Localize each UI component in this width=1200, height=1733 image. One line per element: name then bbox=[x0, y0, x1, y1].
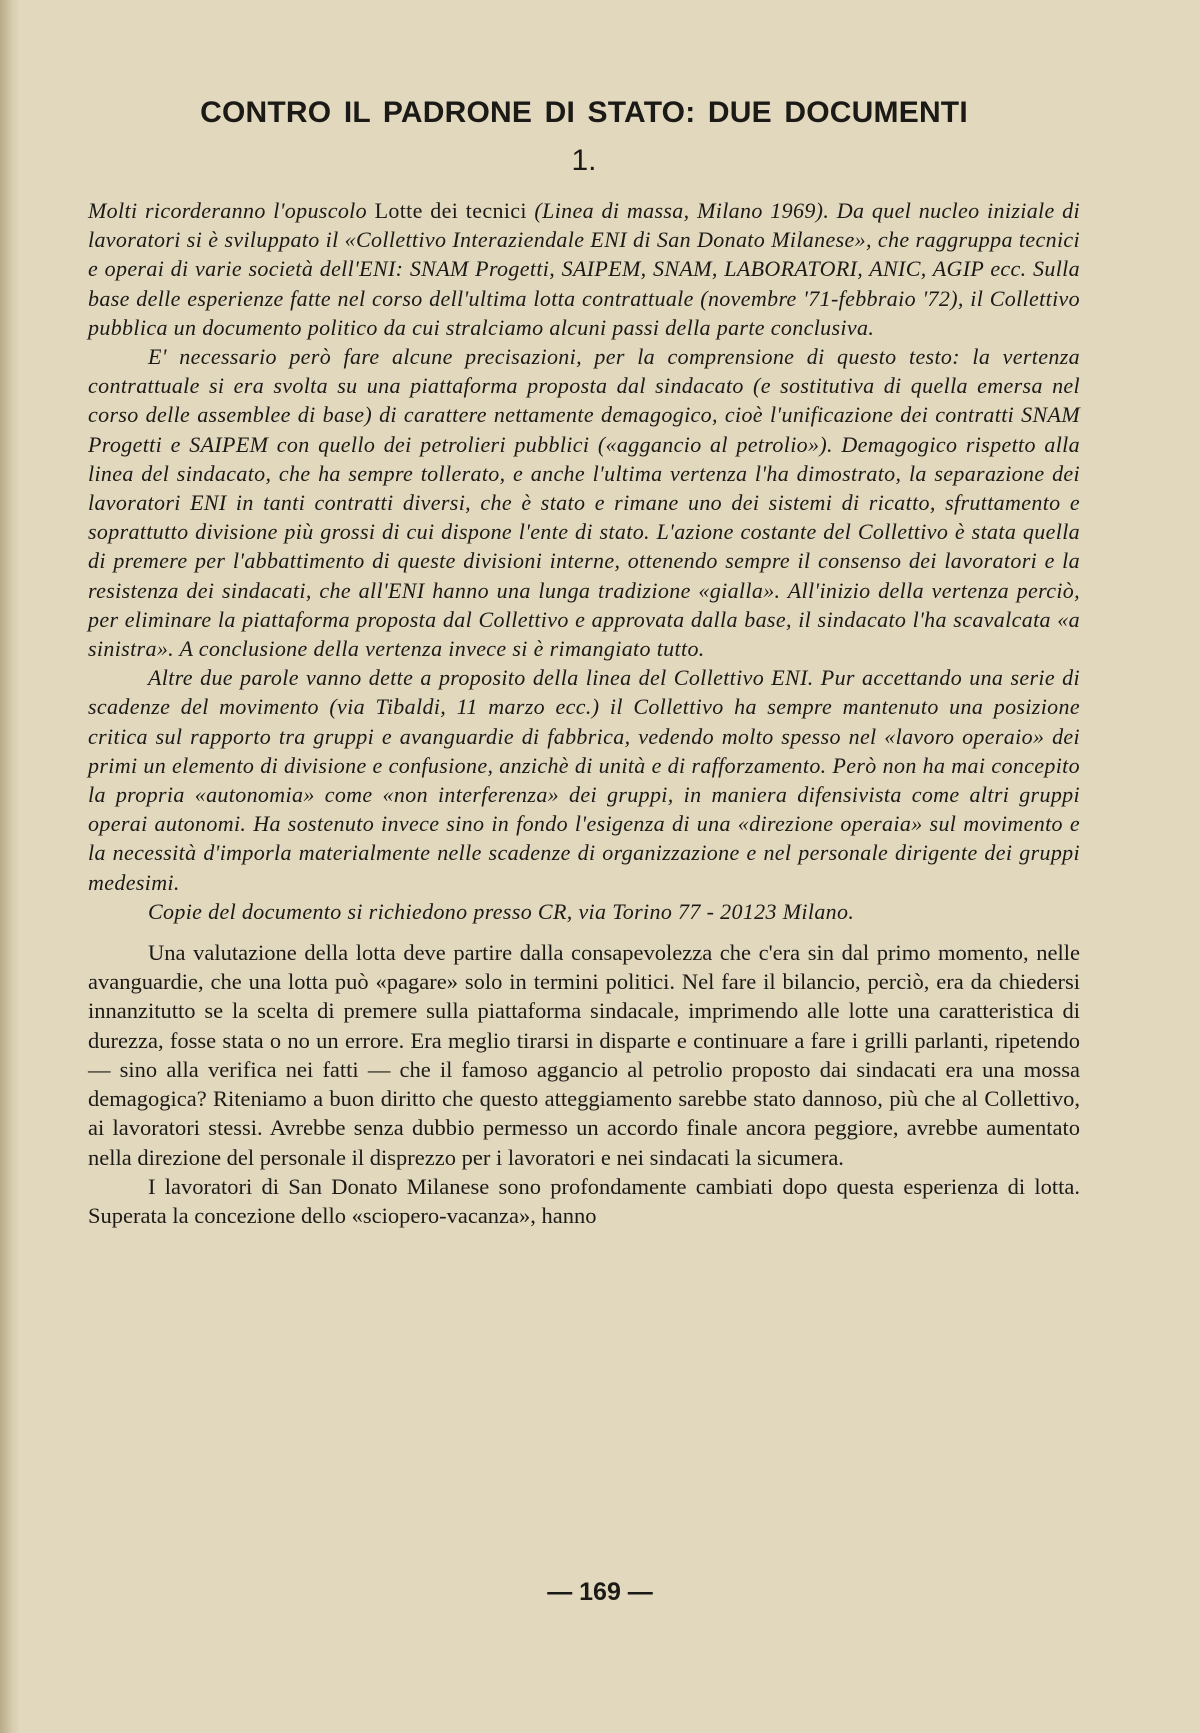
intro-p1-part2: (Linea di massa, Milano 1969). Da quel nucleo iniziale di lavoratori si è sviluppato il «Collettivo Interaziendale ENI di San Donato Milanese», che raggruppa tecnici e operai di varie società dell'ENI: SNAM Progetti, SAIPEM, SNAM, LABORATORI, ANIC, AGIP ecc. Sulla base delle esperienze fatte nel corso dell'ultima lotta contrattuale (novembre '71-febbraio '72), il Collettivo pubblica un documento politico da cui stralciamo alcuni passi della parte conclusiva. bbox=[88, 198, 1080, 340]
intro-paragraph-3: Altre due parole vanno dette a proposito della linea del Collettivo ENI. Pur accettando una serie di scadenze del movimento (via Tibaldi, 11 marzo ecc.) il Collettivo ha sempre mantenuto una posizione critica sul rapporto tra gruppi e avanguardie di fabbrica, vedendo molto spesso nel «lavoro operaio» dei primi un elemento di divisione e confusione, anzichè di unità e di rafforzamento. Però non ha mai concepito la propria «autonomia» come «non interferenza» dei gruppi, in maniera difensivista come altri gruppi operai autonomi. Ha sostenuto invece sino in fondo l'esigenza di una «direzione operaia» sul movimento e la necessità d'imporla materialmente nelle scadenze di organizzazione e nel personale dirigente dei gruppi medesimi. bbox=[88, 665, 1080, 895]
page-title: CONTRO IL PADRONE DI STATO: DUE DOCUMENTI bbox=[200, 96, 968, 129]
intro-paragraph-1 bbox=[88, 196, 1080, 342]
body-text-block bbox=[88, 938, 1080, 1230]
book-title: Lotte dei tecnici bbox=[374, 198, 527, 223]
body-paragraph-1: Una valutazione della lotta deve partire dalla consapevolezza che c'era sin dal primo momento, nelle avanguardie, che una lotta può «pagare» solo in termini politici. Nel fare il bilancio, perciò, era da chiedersi innanzitutto se la scelta di premere sulla piattaforma sindacale, imprimendo alle lotte una caratteristica di durezza, fosse stata o no un errore. Era meglio tirarsi in disparte e continuare a fare i grilli parlanti, ripetendo — sino alla verifica nei fatti — che il famoso aggancio al petrolio proposto dai sindacati era una mossa demagogica? Riteniamo a buon diritto che questo atteggiamento sarebbe stato dannoso, più che al Collettivo, ai lavoratori stessi. Avrebbe senza dubbio permesso un accordo finale ancora peggiore, avrebbe aumentato nella direzione del personale il disprezzo per i lavoratori e nei sindacati la sicumera. bbox=[88, 940, 1080, 1170]
body-paragraph-2: I lavoratori di San Donato Milanese sono profondamente cambiati dopo questa esperienza di lotta. Superata la concezione dello «sciopero-vacanza», hanno bbox=[88, 1173, 1080, 1228]
intro-italic-block bbox=[88, 196, 1080, 926]
intro-p1-part1: Molti ricorderanno l'opuscolo bbox=[88, 198, 375, 223]
intro-paragraph-4: Copie del documento si richiedono presso CR, via Torino 77 - 20123 Milano. bbox=[148, 898, 855, 924]
page-spine-shadow bbox=[0, 0, 20, 1733]
page-number: — 169 — bbox=[547, 1578, 653, 1606]
page-content bbox=[88, 96, 1080, 1230]
intro-paragraph-2: E' necessario però fare alcune precisazioni, per la comprensione di questo testo: la vertenza contrattuale si era svolta su una piattaforma proposta dal sindacato (e sostitutiva di quella emersa nel corso delle assemblee di base) di carattere nettamente demagogico, cioè l'unificazione dei contratti SNAM Progetti e SAIPEM con quello dei petrolieri pubblici («aggancio al petrolio»). Demagogico rispetto alla linea del sindacato, che ha sempre tollerato, e anche l'ultima vertenza l'ha dimostrato, la separazione dei lavoratori ENI in tanti contratti diversi, che è stato e rimane uno dei sistemi di ricatto, sfruttamento e soprattutto divisione più grossi di cui dispone l'ente di stato. L'azione costante del Collettivo è stata quella di premere per l'abbattimento di queste divisioni interne, ottenendo sempre il consenso dei lavoratori e la resistenza dei sindacati, che all'ENI hanno una lunga tradizione «gialla». All'inizio della vertenza perciò, per eliminare la piattaforma proposta dal Collettivo e approvata dalla base, il sindacato l'ha scavalcata «a sinistra». A conclusione della vertenza invece si è rimangiato tutto. bbox=[88, 344, 1080, 662]
section-number: 1. bbox=[571, 144, 597, 177]
